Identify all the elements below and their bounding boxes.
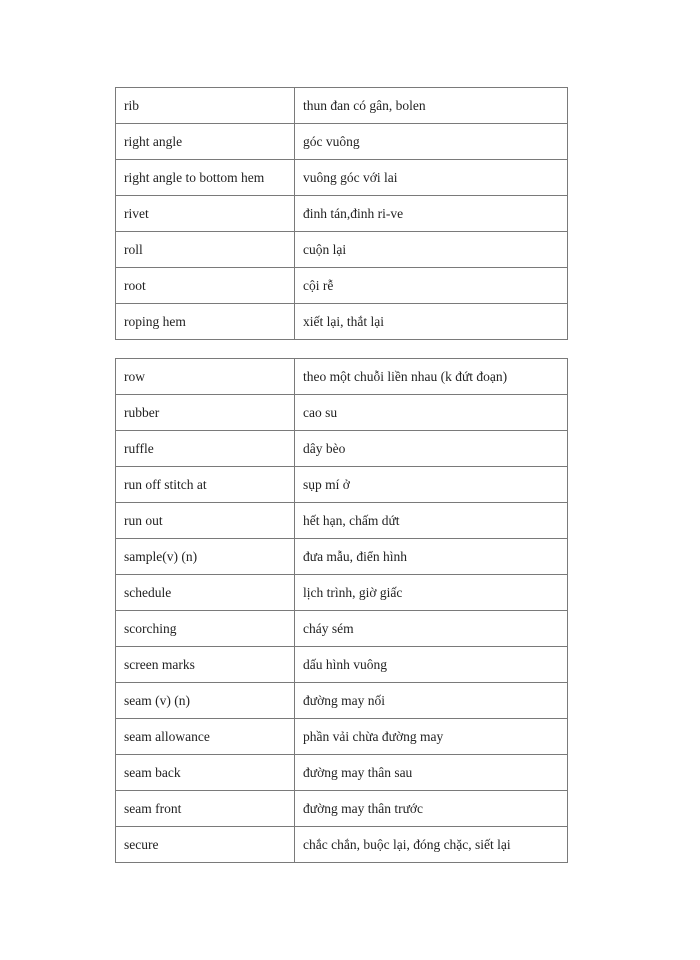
english-term: seam allowance — [116, 719, 295, 755]
vietnamese-translation: dấu hình vuông — [295, 647, 568, 683]
english-term: roll — [116, 232, 295, 268]
vietnamese-translation: đưa mẫu, điển hình — [295, 539, 568, 575]
table-row — [116, 467, 568, 503]
english-term: scorching — [116, 611, 295, 647]
english-term: right angle — [116, 124, 295, 160]
english-term: run out — [116, 503, 295, 539]
glossary-table-2 — [115, 358, 568, 863]
table-row — [116, 395, 568, 431]
english-term: seam (v) (n) — [116, 683, 295, 719]
vietnamese-translation: cháy sém — [295, 611, 568, 647]
vietnamese-translation: lịch trình, giờ giấc — [295, 575, 568, 611]
english-term: sample(v) (n) — [116, 539, 295, 575]
vietnamese-translation: xiết lại, thắt lại — [295, 304, 568, 340]
english-term: screen marks — [116, 647, 295, 683]
vietnamese-translation: theo một chuỗi liền nhau (k đứt đoạn) — [295, 359, 568, 395]
english-term: secure — [116, 827, 295, 863]
glossary-table-1 — [115, 87, 568, 340]
english-term: seam back — [116, 755, 295, 791]
table-row — [116, 503, 568, 539]
table-row — [116, 304, 568, 340]
english-term: root — [116, 268, 295, 304]
table-row — [116, 719, 568, 755]
vietnamese-translation: thun đan có gân, bolen — [295, 88, 568, 124]
english-term: right angle to bottom hem — [116, 160, 295, 196]
table-row — [116, 611, 568, 647]
table-row — [116, 268, 568, 304]
vietnamese-translation: dây bèo — [295, 431, 568, 467]
english-term: roping hem — [116, 304, 295, 340]
vietnamese-translation: vuông góc với lai — [295, 160, 568, 196]
vietnamese-translation: cao su — [295, 395, 568, 431]
vietnamese-translation: phần vải chừa đường may — [295, 719, 568, 755]
table-row — [116, 232, 568, 268]
table-row — [116, 755, 568, 791]
table-row — [116, 827, 568, 863]
vietnamese-translation: sụp mí ở — [295, 467, 568, 503]
vietnamese-translation: cuộn lại — [295, 232, 568, 268]
english-term: rubber — [116, 395, 295, 431]
table-row — [116, 539, 568, 575]
table-row — [116, 647, 568, 683]
vietnamese-translation: đường may thân sau — [295, 755, 568, 791]
english-term: run off stitch at — [116, 467, 295, 503]
table-row — [116, 575, 568, 611]
english-term: schedule — [116, 575, 295, 611]
english-term: ruffle — [116, 431, 295, 467]
table-row — [116, 359, 568, 395]
english-term: row — [116, 359, 295, 395]
english-term: rivet — [116, 196, 295, 232]
english-term: rib — [116, 88, 295, 124]
vietnamese-translation: đường may thân trước — [295, 791, 568, 827]
table-row — [116, 88, 568, 124]
table-row — [116, 160, 568, 196]
vietnamese-translation: hết hạn, chấm dứt — [295, 503, 568, 539]
table-row — [116, 791, 568, 827]
vietnamese-translation: cội rễ — [295, 268, 568, 304]
vietnamese-translation: chắc chắn, buộc lại, đóng chặc, siết lại — [295, 827, 568, 863]
table-row — [116, 683, 568, 719]
table-row — [116, 196, 568, 232]
table-row — [116, 124, 568, 160]
english-term: seam front — [116, 791, 295, 827]
table-row — [116, 431, 568, 467]
vietnamese-translation: đinh tán,đinh ri-ve — [295, 196, 568, 232]
vietnamese-translation: góc vuông — [295, 124, 568, 160]
vietnamese-translation: đường may nối — [295, 683, 568, 719]
